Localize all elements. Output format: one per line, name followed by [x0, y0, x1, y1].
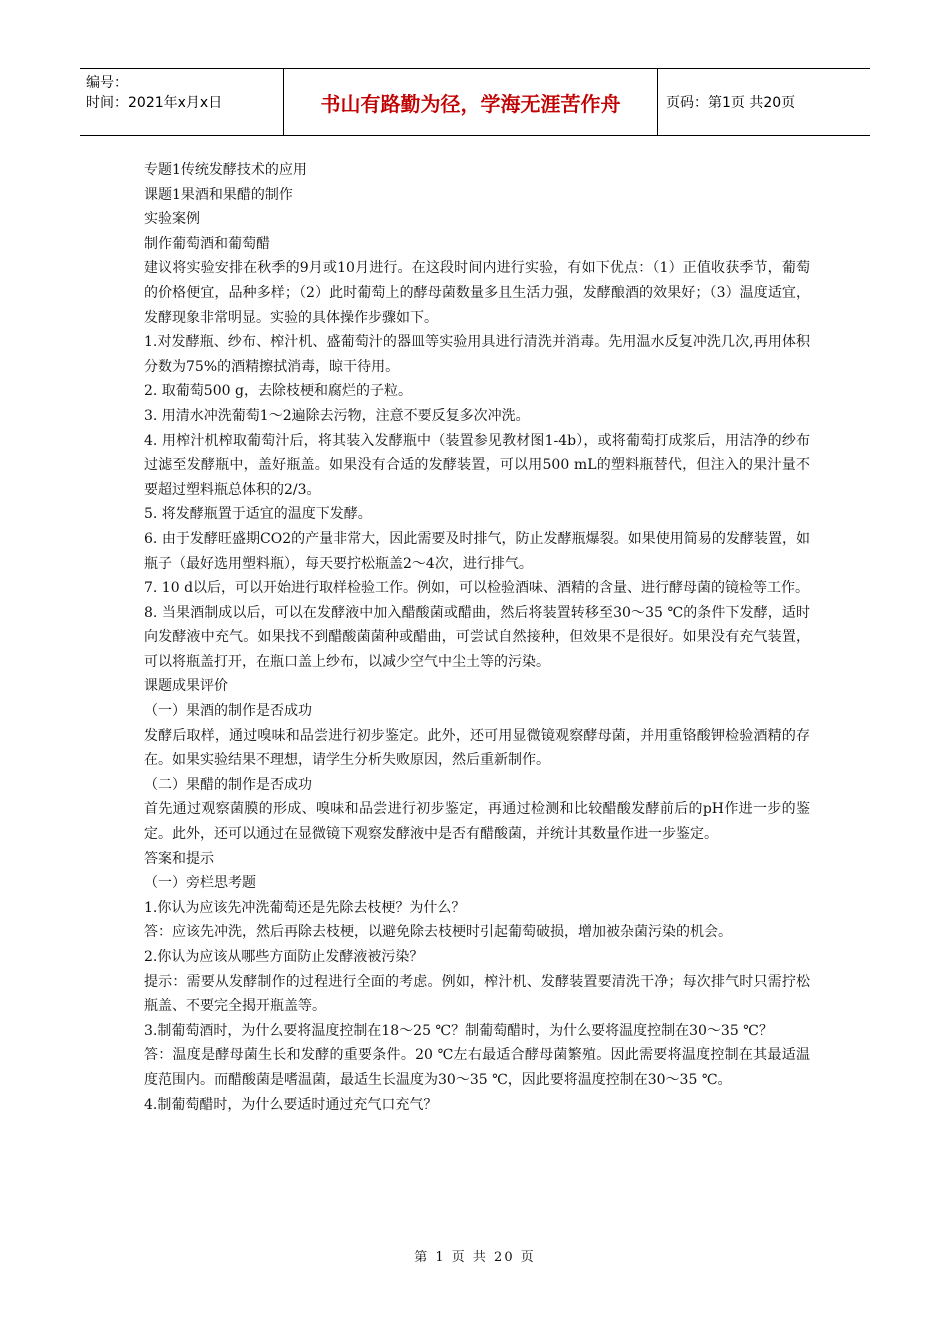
- page-footer: 第 1 页 共 20 页: [414, 1250, 536, 1265]
- step-3: 3. 用清水冲洗葡萄1～2遍除去污物，注意不要反复多次冲洗。: [144, 407, 530, 424]
- heading-case: 实验案例: [144, 211, 200, 228]
- heading-answers: 答案和提示: [144, 850, 214, 867]
- page-header: [80, 68, 870, 136]
- header-meta: [80, 69, 284, 135]
- heading-lesson: 课题1果酒和果醋的制作: [144, 186, 293, 203]
- paragraph: 建议将实验安排在秋季的9月或10月进行。在这段时间内进行实验，有如下优点：（1）正值收获季节，葡萄的价格便宜，品种多样；（2）此时葡萄上的酵母菌数量多且生活力强，发酵酿酒的效果好；（3）温度适宜，发酵现象非常明显。实验的具体操作步骤如下。: [144, 260, 810, 326]
- header-page-label: 页码：第1页 共20页: [666, 95, 796, 111]
- step-2: 2. 取葡萄500 g，去除枝梗和腐烂的子粒。: [144, 383, 412, 400]
- step-8: 8. 当果酒制成以后，可以在发酵液中加入醋酸菌或醋曲，然后将装置转移至30～35 ℃的条件下发酵，适时向发酵液中充气。如果找不到醋酸菌菌种或醋曲，可尝试自然接种，但效果不是很好。如果没有充气装置，可以将瓶盖打开，在瓶口盖上纱布，以减少空气中尘土等的污染。: [144, 604, 810, 670]
- heading-evaluation: 课题成果评价: [144, 678, 228, 695]
- code-label: 编号：: [86, 75, 128, 91]
- question-2: 2.你认为应该从哪些方面防止发酵液被污染？: [144, 949, 424, 965]
- heading-experiment: 制作葡萄酒和葡萄醋: [144, 235, 270, 252]
- paragraph: 首先通过观察菌膜的形成、嗅味和品尝进行初步鉴定，再通过检测和比较醋酸发酵前后的pH作进一步的鉴定。此外，还可以通过在显微镜下观察发酵液中是否有醋酸菌，并统计其数量作进一步鉴定。: [144, 801, 810, 843]
- question-1: 1.你认为应该先冲洗葡萄还是先除去枝梗？为什么？: [144, 899, 466, 916]
- answer-2: 提示：需要从发酵制作的过程进行全面的考虑。例如，榨汁机、发酵装置要清洗干净；每次排气时只需拧松瓶盖、不要完全揭开瓶盖等。: [144, 973, 810, 1015]
- subheading-vinegar: （二）果醋的制作是否成功: [144, 776, 312, 793]
- header-motto: 书山有路勤为径，学海无涯苦作舟: [284, 69, 658, 135]
- answer-3: 答：温度是酵母菌生长和发酵的重要条件。20 ℃左右最适合酵母菌繁殖。因此需要将温度控制在其最适温度范围内。而醋酸菌是嗜温菌，最适生长温度为30～35 ℃，因此要将温度控制在30～35 ℃。: [144, 1047, 810, 1088]
- date-label: 时间：2021年x月x日: [86, 95, 223, 111]
- document-body: [144, 158, 810, 1117]
- heading-topic: 专题1传统发酵技术的应用: [144, 162, 307, 178]
- step-7: 7. 10 d以后，可以开始进行取样检验工作。例如，可以检验酒味、酒精的含量、进行酵母菌的镜检等工作。: [144, 580, 810, 597]
- answer-1: 答：应该先冲洗，然后再除去枝梗，以避免除去枝梗时引起葡萄破损，增加被杂菌污染的机会。: [144, 924, 732, 941]
- step-6: 6. 由于发酵旺盛期CO2的产量非常大，因此需要及时排气，防止发酵瓶爆裂。如果使用简易的发酵装置，如瓶子（最好选用塑料瓶），每天要拧松瓶盖2～4次，进行排气。: [144, 530, 810, 572]
- question-4: 4.制葡萄醋时，为什么要适时通过充气口充气？: [144, 1096, 438, 1113]
- step-1: 1.对发酵瓶、纱布、榨汁机、盛葡萄汁的器皿等实验用具进行清洗并消毒。先用温水反复冲洗几次,再用体积分数为75%的酒精擦拭消毒，晾干待用。: [144, 334, 810, 375]
- paragraph: 发酵后取样，通过嗅味和品尝进行初步鉴定。此外，还可用显微镜观察酵母菌，并用重铬酸钾检验酒精的存在。如果实验结果不理想，请学生分析失败原因，然后重新制作。: [144, 727, 810, 769]
- step-4: 4. 用榨汁机榨取葡萄汁后，将其装入发酵瓶中（装置参见教材图1-4b），或将葡萄打成浆后，用洁净的纱布过滤至发酵瓶中，盖好瓶盖。如果没有合适的发酵装置，可以用500 mL的塑料瓶替代，但注入的果汁量不要超过塑料瓶总体积的2/3。: [144, 432, 810, 498]
- subheading-sidebar-questions: （一）旁栏思考题: [144, 875, 256, 892]
- step-5: 5. 将发酵瓶置于适宜的温度下发酵。: [144, 506, 372, 523]
- question-3: 3.制葡萄酒时，为什么要将温度控制在18～25 ℃？制葡萄醋时，为什么要将温度控制在30～35 ℃？: [144, 1022, 773, 1039]
- subheading-wine: （一）果酒的制作是否成功: [144, 703, 312, 720]
